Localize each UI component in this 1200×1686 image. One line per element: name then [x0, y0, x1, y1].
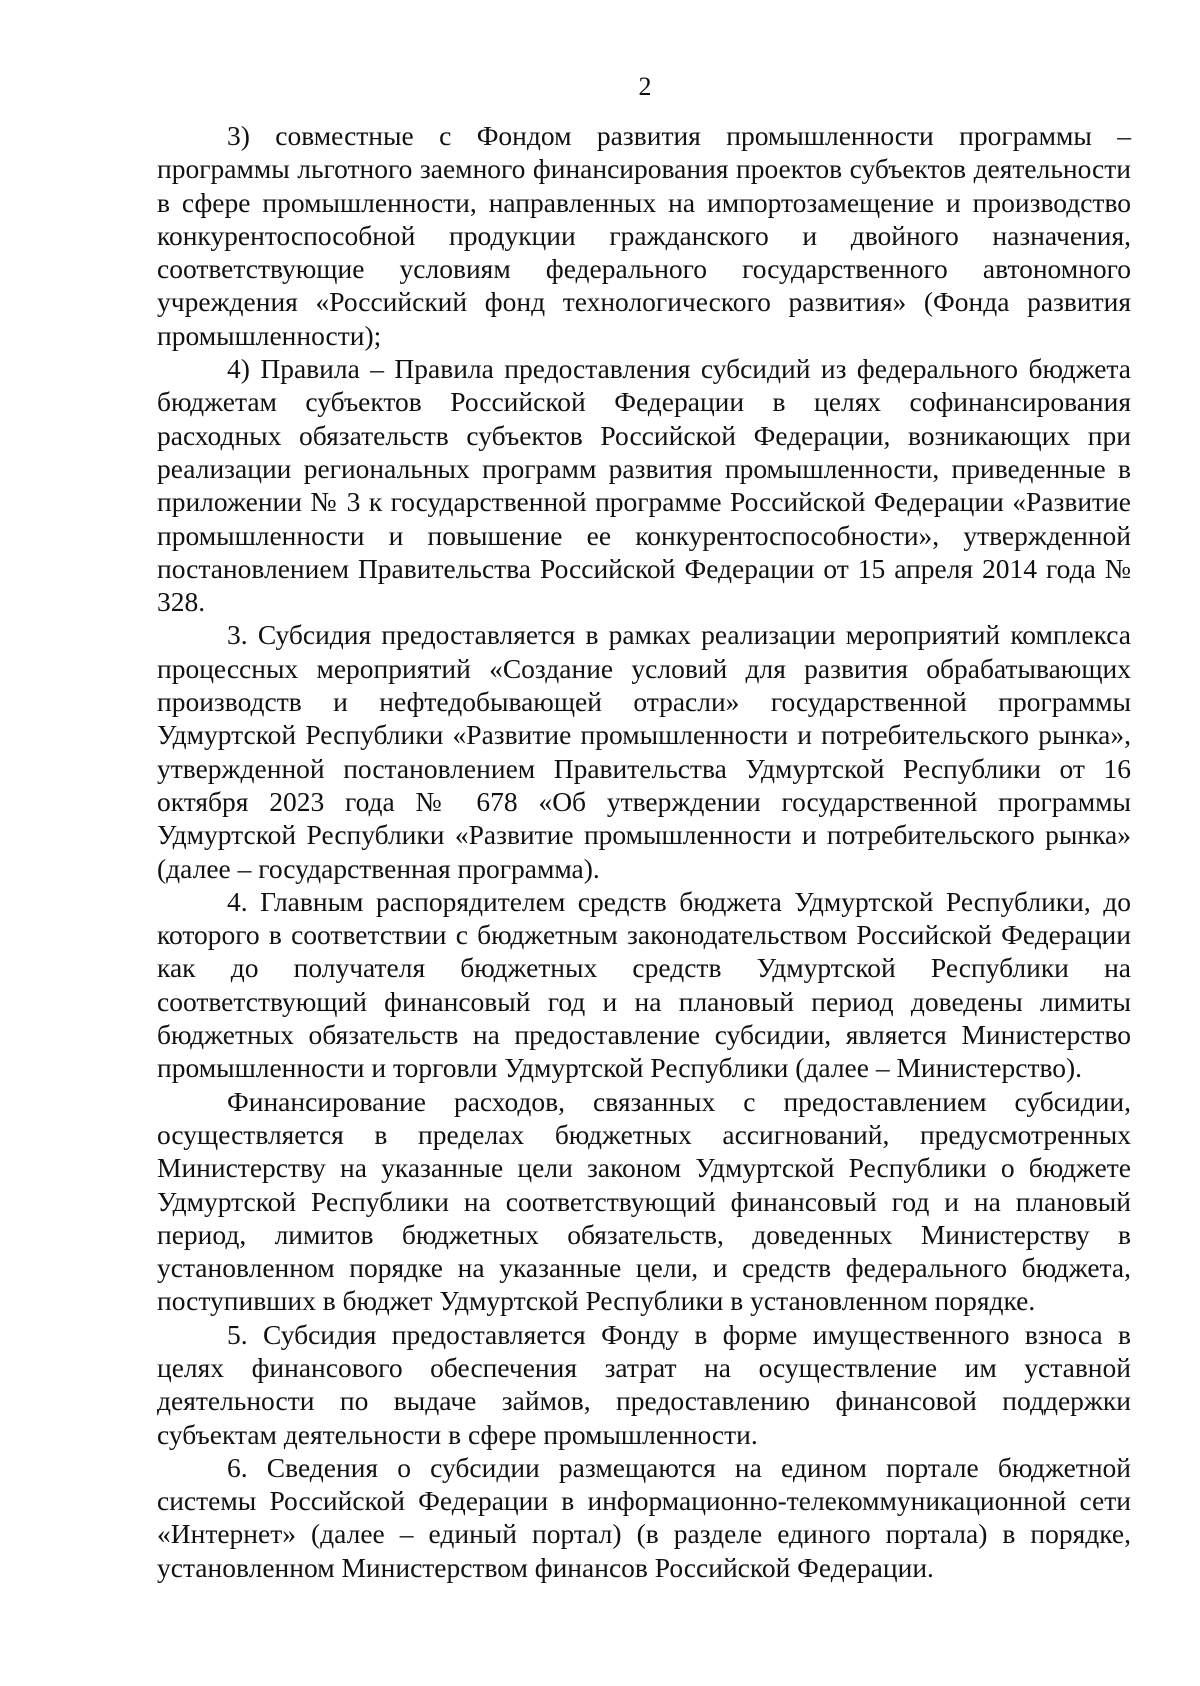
paragraph-section-6: 6. Сведения о субсидии размещаются на едином портале бюджетной системы Российской Федерации в информационно-телекоммуникационной сети «Интернет» (далее – единый портал) (в разделе единого портала) в порядке, установленном Министерством финансов Российской Федерации. — [157, 1451, 1131, 1583]
paragraph-item-4-rules: 4) Правила – Правила предоставления субсидий из федерального бюджета бюджетам субъектов Российской Федерации в целях софинансирования расходных обязательств субъектов Российской Федерации, возникающих при реализации региональных программ развития промышленности, приведенные в приложении № 3 к государственной программе Российской Федерации «Развитие промышленности и повышение ее конкурентоспособности», утвержденной постановлением Правительства Российской Федерации от 15 апреля 2014 года № 328. — [157, 353, 1131, 618]
paragraph-item-3-definition: 3) совместные с Фондом развития промышленности программы – программы льготного заемного финансирования проектов субъектов деятельности в сфере промышленности, направленных на импортозамещение и производство конкурентоспособной продукции гражданского и двойного назначения, соответствующие условиям федерального государственного автономного учреждения «Российский фонд технологического развития» (Фонда развития промышленности); — [157, 120, 1131, 351]
paragraph-section-4: 4. Главным распорядителем средств бюджета Удмуртской Республики, до которого в соответствии с бюджетным законодательством Российской Федерации как до получателя бюджетных средств Удмуртской Республики на соответствующий финансовый год и на плановый период доведены лимиты бюджетных обязательств на предоставление субсидии, является Министерство промышленности и торговли Удмуртской Республики (далее – Министерство). — [157, 885, 1131, 1084]
page-number: 2 — [638, 72, 652, 101]
document-body — [157, 119, 1131, 1584]
paragraph-section-5: 5. Субсидия предоставляется Фонду в форме имущественного взноса в целях финансового обеспечения затрат на осуществление им уставной деятельности по выдаче займов, предоставлению финансовой поддержки субъектам деятельности в сфере промышленности. — [157, 1318, 1131, 1450]
paragraph-section-3: 3. Субсидия предоставляется в рамках реализации мероприятий комплекса процессных мероприятий «Создание условий для развития обрабатывающих производств и нефтедобывающей отрасли» государственной программы Удмуртской Республики «Развитие промышленности и потребительского рынка», утвержденной постановлением Правительства Удмуртской Республики от 16 октября 2023 года № 678 «Об утверждении государственной программы Удмуртской Республики «Развитие промышленности и потребительского рынка» (далее – государственная программа). — [157, 619, 1131, 884]
paragraph-financing: Финансирование расходов, связанных с предоставлением субсидии, осуществляется в пределах бюджетных ассигнований, предусмотренных Министерству на указанные цели законом Удмуртской Республики о бюджете Удмуртской Республики на соответствующий финансовый год и на плановый период, лимитов бюджетных обязательств, доведенных Министерству в установленном порядке на указанные цели, и средств федерального бюджета, поступивших в бюджет Удмуртской Республики в установленном порядке. — [157, 1085, 1131, 1317]
